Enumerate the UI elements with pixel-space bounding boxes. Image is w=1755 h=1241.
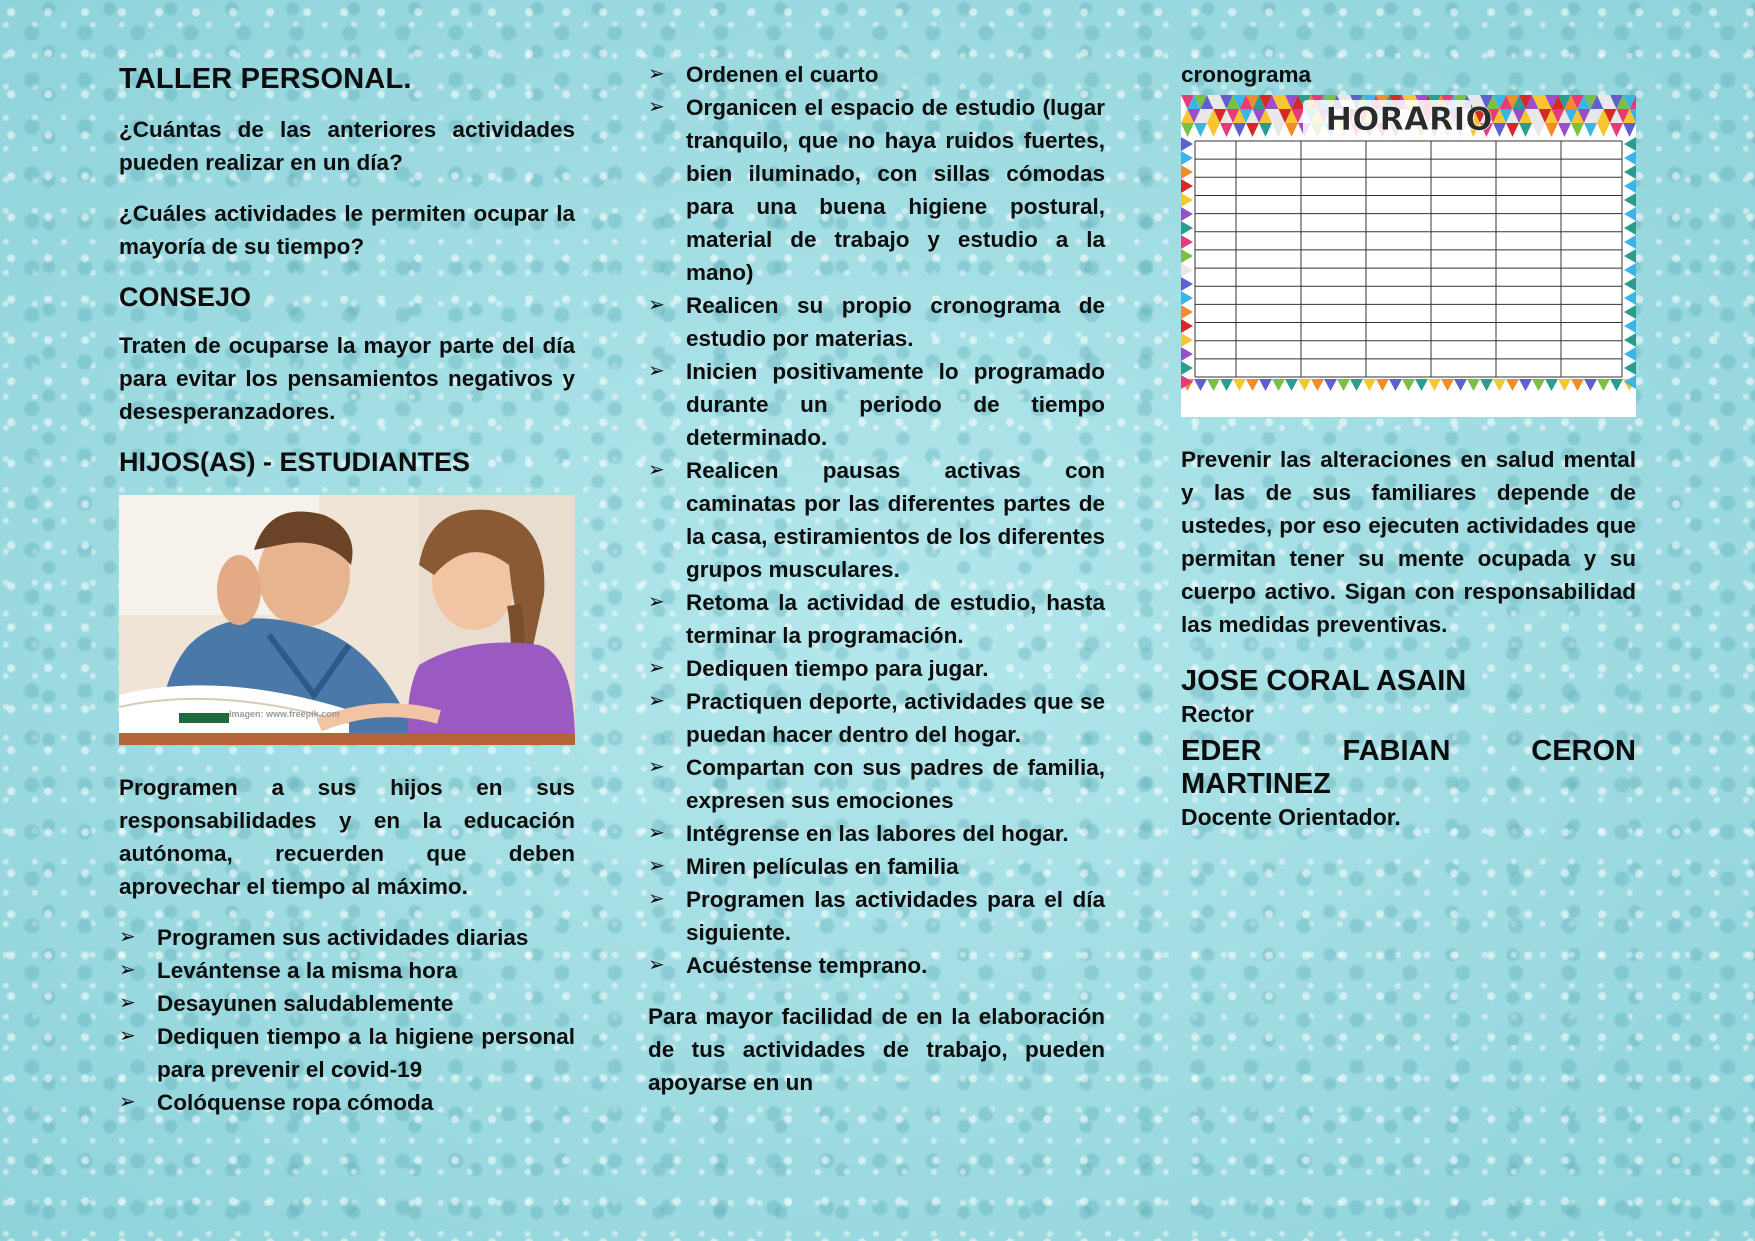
- column-left: [119, 56, 575, 1119]
- arrowhead-bullet-icon: ➢: [648, 96, 665, 118]
- horario-schedule-template: [1181, 95, 1636, 417]
- arrowhead-bullet-icon: ➢: [648, 657, 665, 679]
- horario-title: HORARIO: [1325, 100, 1493, 138]
- list-item: ➢ Miren películas en familia: [648, 850, 1105, 883]
- daily-activities-list: [119, 921, 575, 1119]
- list-item: ➢ Intégrense en las labores del hogar.: [648, 817, 1105, 850]
- list-item: ➢ Acuéstense temprano.: [648, 949, 1105, 982]
- list-item: ➢ Dediquen tiempo para jugar.: [648, 652, 1105, 685]
- arrowhead-bullet-icon: ➢: [119, 925, 136, 948]
- arrowhead-bullet-icon: ➢: [648, 63, 665, 85]
- arrowhead-bullet-icon: ➢: [648, 591, 665, 613]
- arrowhead-bullet-icon: ➢: [648, 294, 665, 316]
- horario-illustration: [1181, 95, 1636, 417]
- list-item: ➢ Levántense a la misma hora: [119, 954, 575, 987]
- arrowhead-bullet-icon: ➢: [119, 958, 136, 981]
- arrowhead-bullet-icon: ➢: [648, 855, 665, 877]
- photo-watermark: Imagen: www.freepik.com: [229, 708, 340, 719]
- arrowhead-bullet-icon: ➢: [648, 822, 665, 844]
- signature-rector-name: JOSE CORAL ASAIN: [1181, 665, 1467, 697]
- list-item: ➢ Practiquen deporte, actividades que se puedan hacer dentro del hogar.: [648, 685, 1105, 751]
- signature-rector-role: Rector: [1181, 701, 1254, 728]
- arrowhead-bullet-icon: ➢: [119, 1024, 136, 1047]
- students-illustration: [119, 495, 575, 745]
- hijos-heading: HIJOS(AS) - ESTUDIANTES: [119, 447, 471, 478]
- list-item: ➢ Inicien positivamente lo programado durante un periodo de tiempo determinado.: [648, 355, 1105, 454]
- taller-title: TALLER PERSONAL.: [119, 63, 412, 95]
- list-item: ➢ Realicen su propio cronograma de estudio por materias.: [648, 289, 1105, 355]
- arrowhead-bullet-icon: ➢: [648, 690, 665, 712]
- students-photo: [119, 495, 575, 745]
- signature-orientador-name-line2: MARTINEZ: [1181, 767, 1331, 800]
- study-recommendations-list: [648, 58, 1105, 982]
- arrowhead-bullet-icon: ➢: [119, 991, 136, 1014]
- arrowhead-bullet-icon: ➢: [648, 459, 665, 481]
- arrowhead-bullet-icon: ➢: [648, 756, 665, 778]
- arrowhead-bullet-icon: ➢: [648, 360, 665, 382]
- list-item: ➢ Colóquense ropa cómoda: [119, 1086, 575, 1119]
- list-item: ➢ Ordenen el cuarto: [648, 58, 1105, 91]
- signature-orientador-name-line1: EDER FABIAN CERON: [1181, 734, 1636, 767]
- list-item: ➢ Realicen pausas activas con caminatas por las diferentes partes de la casa, estiramientos de los diferentes grupos musculares.: [648, 454, 1105, 586]
- list-item: ➢ Organicen el espacio de estudio (lugar tranquilo, que no haya ruidos fuertes, bien iluminado, con sillas cómodas para una buena higiene postural, material de trabajo y estudio a la mano): [648, 91, 1105, 289]
- cronograma-word: cronograma: [1181, 62, 1312, 87]
- column-right: [1181, 58, 1636, 837]
- consejo-heading: CONSEJO: [119, 281, 252, 312]
- column-middle: [648, 58, 1105, 1117]
- list-item: ➢ Desayunen saludablemente: [119, 987, 575, 1020]
- question-1: ¿Cuántas de las anteriores actividades pueden realizar en un día?: [119, 116, 575, 175]
- arrowhead-bullet-icon: ➢: [648, 954, 665, 976]
- consejo-text: Traten de ocuparse la mayor parte del día para evitar los pensamientos negativos y desesperanzadores.: [119, 333, 575, 425]
- list-item: ➢ Programen las actividades para el día siguiente.: [648, 883, 1105, 949]
- list-item: ➢ Dediquen tiempo a la higiene personal para prevenir el covid-19: [119, 1020, 575, 1086]
- list-item: ➢ Programen sus actividades diarias: [119, 921, 575, 954]
- arrowhead-bullet-icon: ➢: [648, 888, 665, 910]
- signature-orientador-role: Docente Orientador.: [1181, 804, 1401, 831]
- list-item: ➢ Compartan con sus padres de familia, expresen sus emociones: [648, 751, 1105, 817]
- prevenir-text: Prevenir las alteraciones en salud mental y las de sus familiares depende de ustedes, por eso ejecuten actividades que permitan tener su mente ocupada y su cuerpo activo. Sigan con responsabilidad las medidas preventivas.: [1181, 447, 1636, 637]
- question-2: ¿Cuáles actividades le permiten ocupar la mayoría de su tiempo?: [119, 200, 575, 259]
- programen-text: Programen a sus hijos en sus responsabilidades y en la educación autónoma, recuerden que deben aprovechar el tiempo al máximo.: [119, 774, 575, 899]
- closing-text: Para mayor facilidad de en la elaboración de tus actividades de trabajo, pueden apoyarse en un: [648, 1004, 1105, 1095]
- arrowhead-bullet-icon: ➢: [119, 1090, 136, 1113]
- list-item: ➢ Retoma la actividad de estudio, hasta terminar la programación.: [648, 586, 1105, 652]
